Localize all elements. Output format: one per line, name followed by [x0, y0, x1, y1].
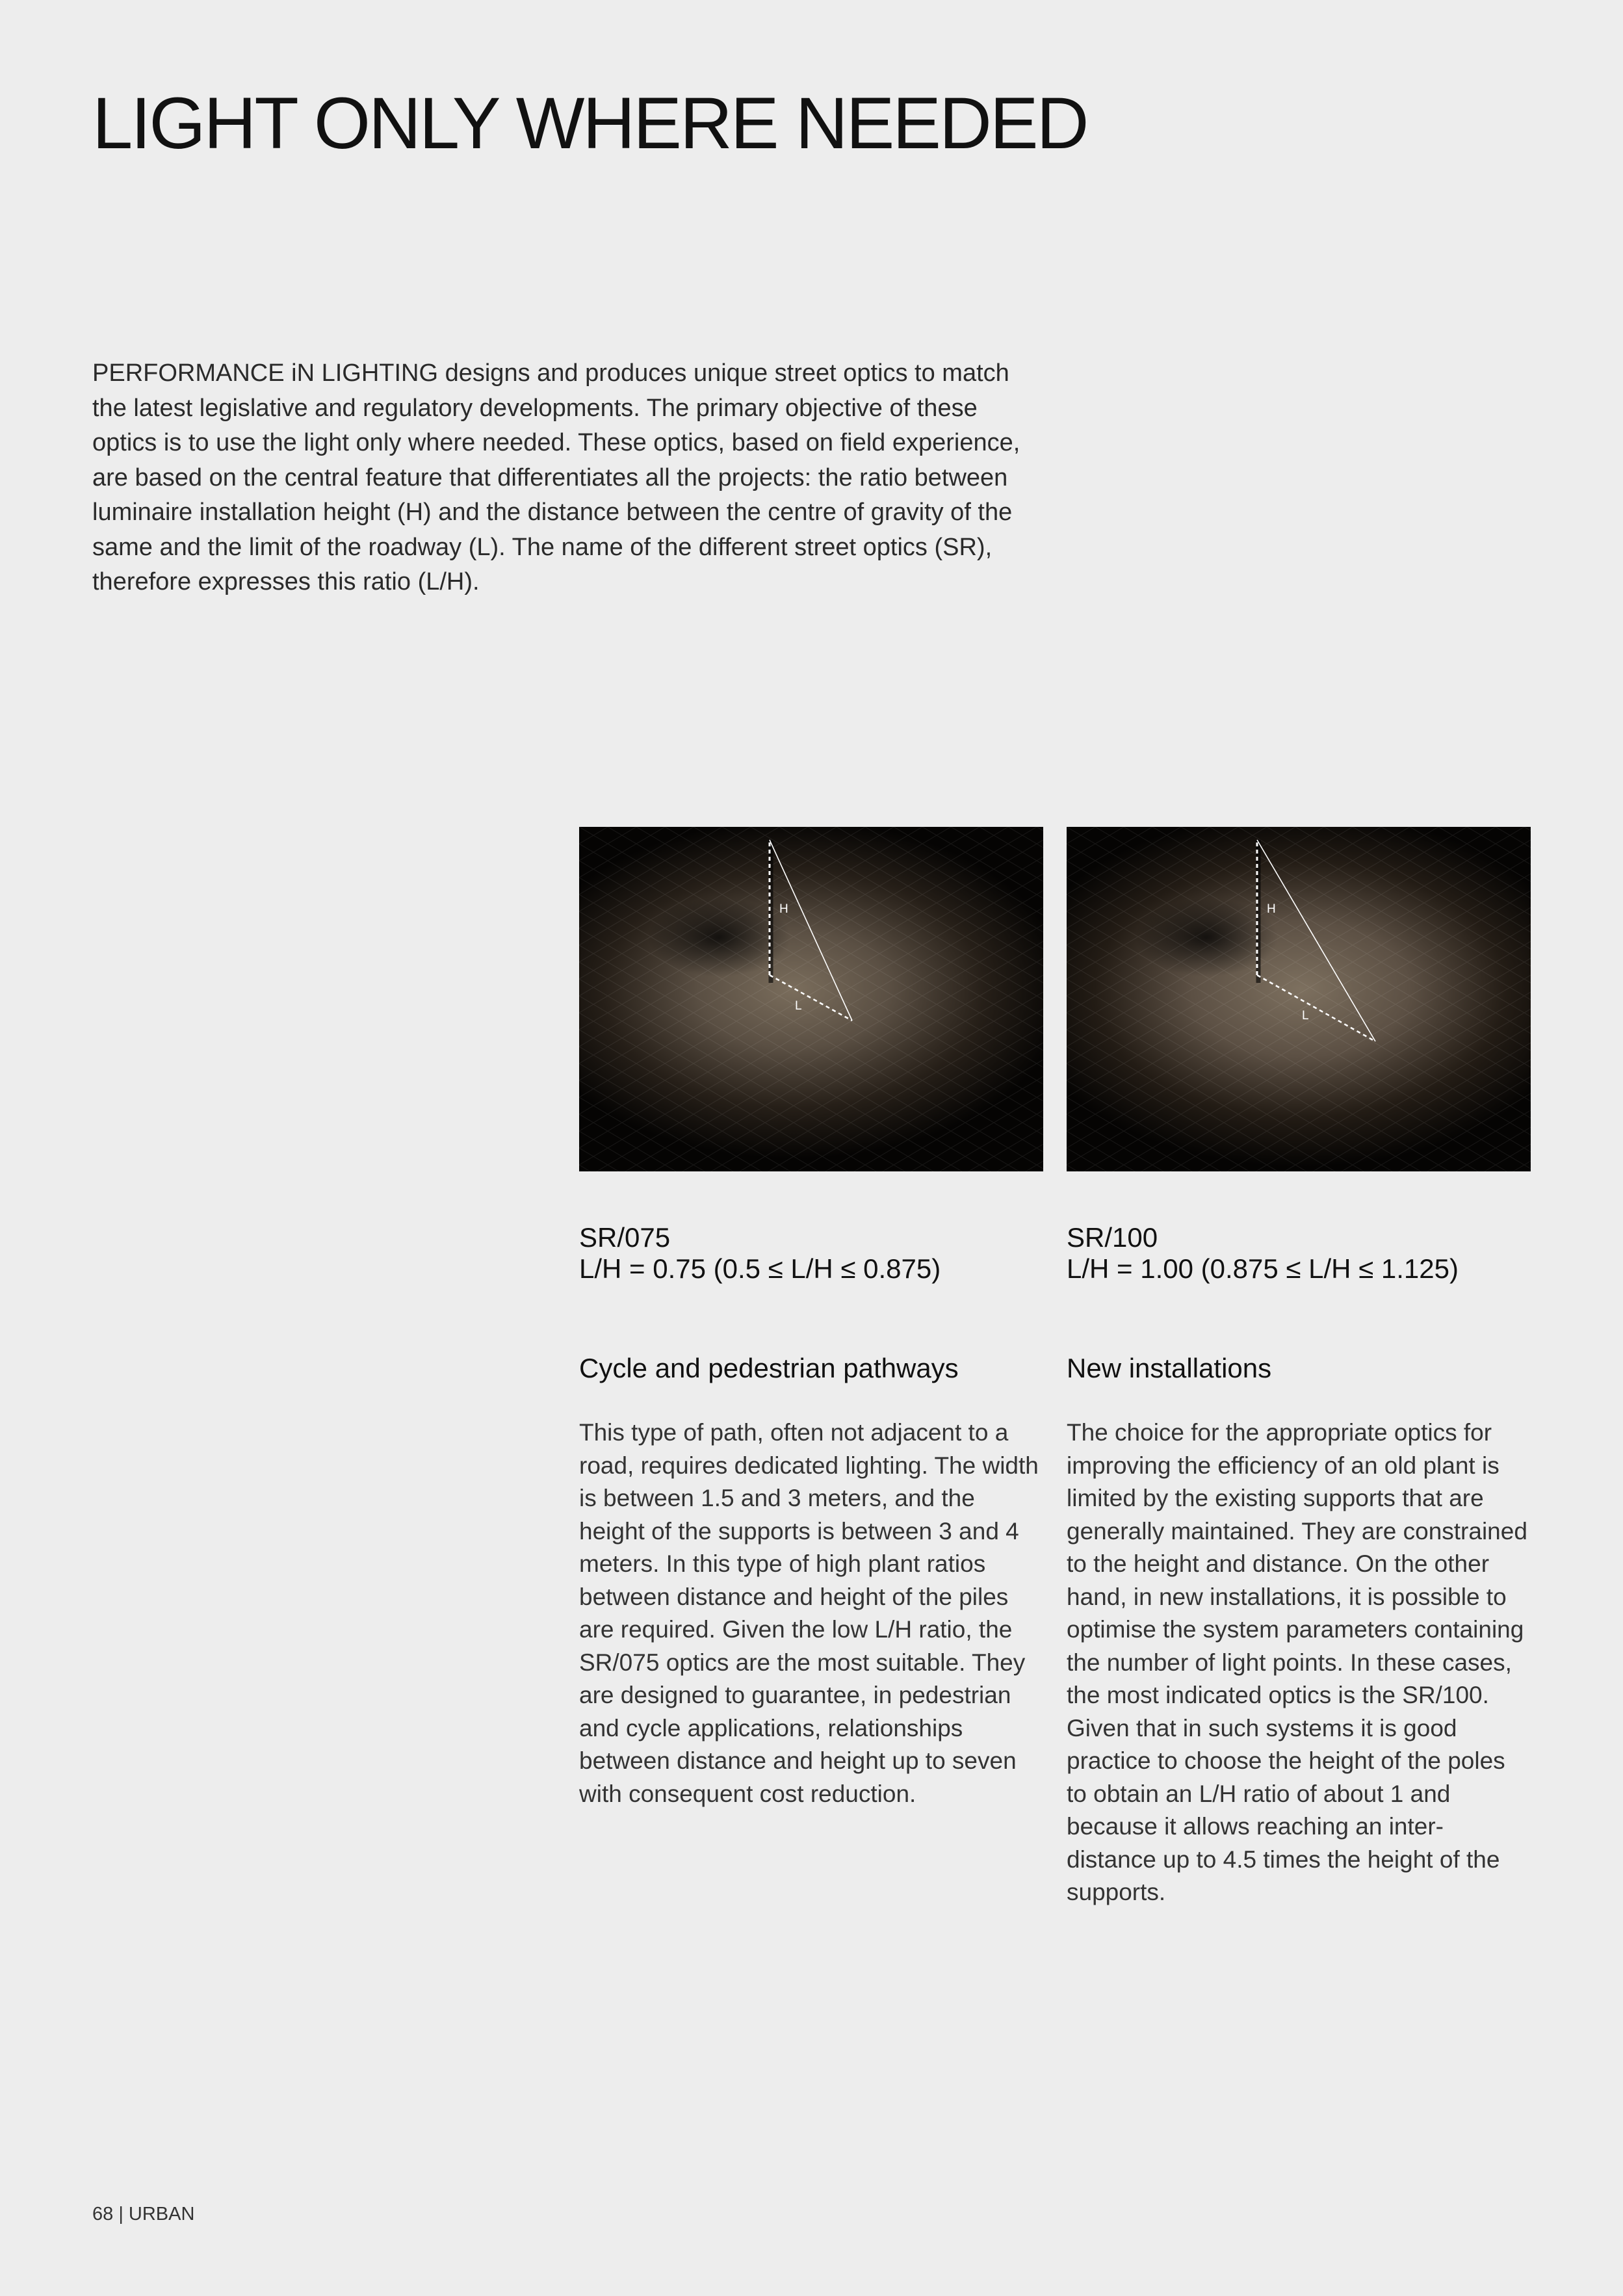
label-l: L	[795, 999, 802, 1013]
page-title: LIGHT ONLY WHERE NEEDED	[92, 83, 1087, 164]
label-h: H	[779, 902, 788, 916]
optic-name: SR/100	[1067, 1222, 1158, 1253]
optic-ratio: L/H = 0.75 (0.5 ≤ L/H ≤ 0.875)	[579, 1253, 941, 1284]
optic-column-sr075	[579, 1222, 1043, 1810]
light-distribution-diagram	[1067, 827, 1531, 1171]
optic-name: SR/075	[579, 1222, 671, 1253]
label-l: L	[1302, 1009, 1309, 1023]
page-footer: 68 | URBAN	[92, 2204, 195, 2224]
optic-figure-sr075	[579, 827, 1043, 1171]
optic-figure-sr100	[1067, 827, 1531, 1171]
application-heading: New installations	[1067, 1353, 1272, 1383]
label-h: H	[1267, 902, 1276, 916]
optic-ratio: L/H = 1.00 (0.875 ≤ L/H ≤ 1.125)	[1067, 1253, 1459, 1284]
light-distribution-diagram	[579, 827, 1043, 1171]
intro-paragraph: PERFORMANCE iN LIGHTING designs and produces unique street optics to match the latest legislative and regulatory developments. The primary objective of these optics is to use the light only where needed. These optics, based on field experience, are based on the central feature that differentiates all the projects: the ratio between luminaire installation height (H) and the distance between the centre of gravity of the same and the limit of the roadway (L). The name of the different street optics (SR), therefore expresses this ratio (L/H).	[92, 359, 1020, 595]
application-description: This type of path, often not adjacent to a road, requires dedicated lighting. The width is between 1.5 and 3 meters, and the height of the supports is between 3 and 4 meters. In this type of high plant ratios between distance and height of the piles are required. Given the low L/H ratio, the SR/075 optics are the most suitable. They are designed to guarantee, in pedestrian and cycle applications, relationships between distance and height up to seven with consequent cost reduction.	[579, 1419, 1039, 1807]
application-heading: Cycle and pedestrian pathways	[579, 1353, 959, 1383]
optic-column-sr100	[1067, 1222, 1531, 1909]
application-description: The choice for the appropriate optics for improving the efficiency of an old plant is limited by the existing supports that are generally maintained. They are constrained to the height and distance. On the other hand, in new installations, it is possible to optimise the system parameters containing the number of light points. In these cases, the most indicated optics is the SR/100. Given that in such systems it is good practice to choose the height of the poles to obtain an L/H ratio of about 1 and because it allows reaching an inter-distance up to 4.5 times the height of the supports.	[1067, 1419, 1527, 1905]
